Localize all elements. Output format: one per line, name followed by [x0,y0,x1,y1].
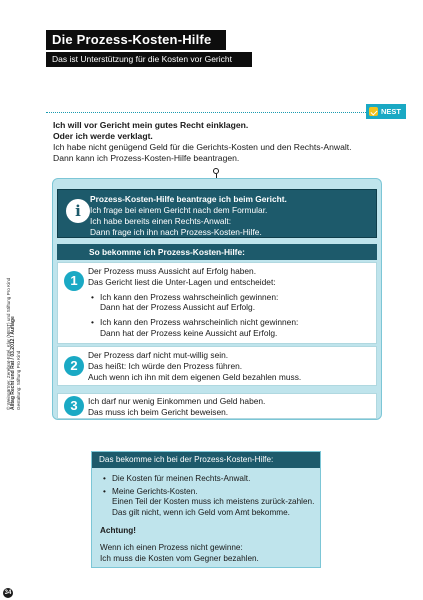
step-3-text [88,396,265,418]
info-line-4: Dann frage ich ihn nach Prozess-Kosten-Hilfe. [90,227,262,237]
benefit-item-2-text: Meine Gerichts-Kosten. [112,486,198,496]
step-1-bullet-2 [88,317,298,339]
benefits-heading: Das bekomme ich bei der Prozess-Kosten-Hilfe: [92,452,320,468]
benefit-item-2-line-3: Das gilt nicht, wenn ich Geld vom Amt bekomme. [112,507,290,517]
step-3-line-1: Ich darf nur wenig Einkommen und Geld haben. [88,396,266,406]
step-1-line-2: Das Gericht liest die Unter-Lagen und entscheidet: [88,276,276,287]
benefit-item-1-text: Die Kosten für meinen Rechts-Anwalt. [112,474,251,483]
step-1-bullet-2-line-1: Ich kann den Prozess wahrscheinlich nicht gewinnen: [100,317,299,328]
step-2-box [57,346,377,386]
step-2-line-1: Der Prozess darf nicht mut-willig sein. [88,350,229,360]
benefit-item-2 [100,487,316,519]
info-line-3: Ich habe bereits einen Rechts-Anwalt: [90,216,232,226]
step-3-number-icon: 3 [64,396,84,416]
info-icon: i [66,199,90,223]
step-2-line-3: Auch wenn ich ihn mit dem eigenen Geld bezahlen muss. [88,371,302,382]
bullet-icon: • [103,486,106,496]
info-line-2: Ich frage bei einem Gericht nach dem Formular. [90,205,268,215]
step-3-line-2: Das muss ich beim Gericht beweisen. [88,406,229,417]
bullet-icon: • [103,474,106,483]
page-number: 34 [4,590,12,596]
step-2-line-2: Das heißt: Ich würde den Prozess führen. [88,360,243,371]
nest-label: NEST [381,107,402,116]
bullet-icon: • [91,291,94,302]
benefit-item-1 [100,474,316,485]
step-1-bullet-2-line-2: Dann hat der Prozess keine Aussicht auf Erfolg. [100,327,278,338]
info-text [90,194,287,238]
page-title: Die Prozess-Kosten-Hilfe [46,30,226,50]
intro-line-3: Ich habe nicht genügend Geld für die Gerichts-Kosten und den Rechts-Anwalt. [53,142,352,152]
info-line-1: Prozess-Kosten-Hilfe beantrage ich beim Gericht. [90,194,287,204]
bullet-icon: • [91,317,94,328]
credit-line-2: Alltag Recht und Rat / 03.2012 / Auflage [10,316,17,410]
step-1-number-icon: 1 [64,271,84,291]
step-2-number-icon: 2 [64,356,84,376]
warning-line-1: Wenn ich einen Prozess nicht gewinne: [100,542,243,552]
intro-line-2: Oder ich werde verklagt. [53,131,153,141]
benefit-item-2-line-2: Einen Teil der Kosten muss ich meistens zurück-zahlen. [112,497,315,507]
info-box [57,189,377,238]
step-1-text [88,266,298,339]
step-1-bullet-1 [88,292,298,314]
check-logo-icon [369,107,378,116]
step-1-bullet-1-line-2: Dann hat der Prozess Aussicht auf Erfolg. [100,302,256,313]
intro-line-1: Ich will vor Gericht mein gutes Recht einklagen. [53,120,249,130]
nest-badge [366,104,406,119]
intro-line-4: Dann kann ich Prozess-Kosten-Hilfe beantragen. [53,153,240,163]
credit-line-1: © Weingärtner, Zerebrat-Ertel, Klar (NEST) und Stiftung Pro Kind [6,277,11,410]
step-1-bullet-1-line-1: Ich kann den Prozess wahrscheinlich gewinnen: [100,291,279,302]
step-3-box [57,393,377,419]
warning-line-2: Ich muss die Kosten vom Gegner bezahlen. [100,553,259,563]
page-subtitle: Das ist Unterstützung für die Kosten vor Gericht [46,52,252,67]
section-divider [46,112,372,113]
warning-title: Achtung! [100,526,136,536]
side-credit [6,235,20,410]
requirements-heading: So bekomme ich Prozess-Kosten-Hilfe: [57,244,377,260]
benefits-body [100,474,316,564]
step-1-box [57,262,377,344]
benefits-box [91,451,321,568]
step-1-line-1: Der Prozess muss Aussicht auf Erfolg haben. [88,266,257,276]
step-2-text [88,350,301,382]
credit-line-3: Gestaltung: Stiftung Pro Kind [16,350,22,410]
intro-text [53,120,383,164]
